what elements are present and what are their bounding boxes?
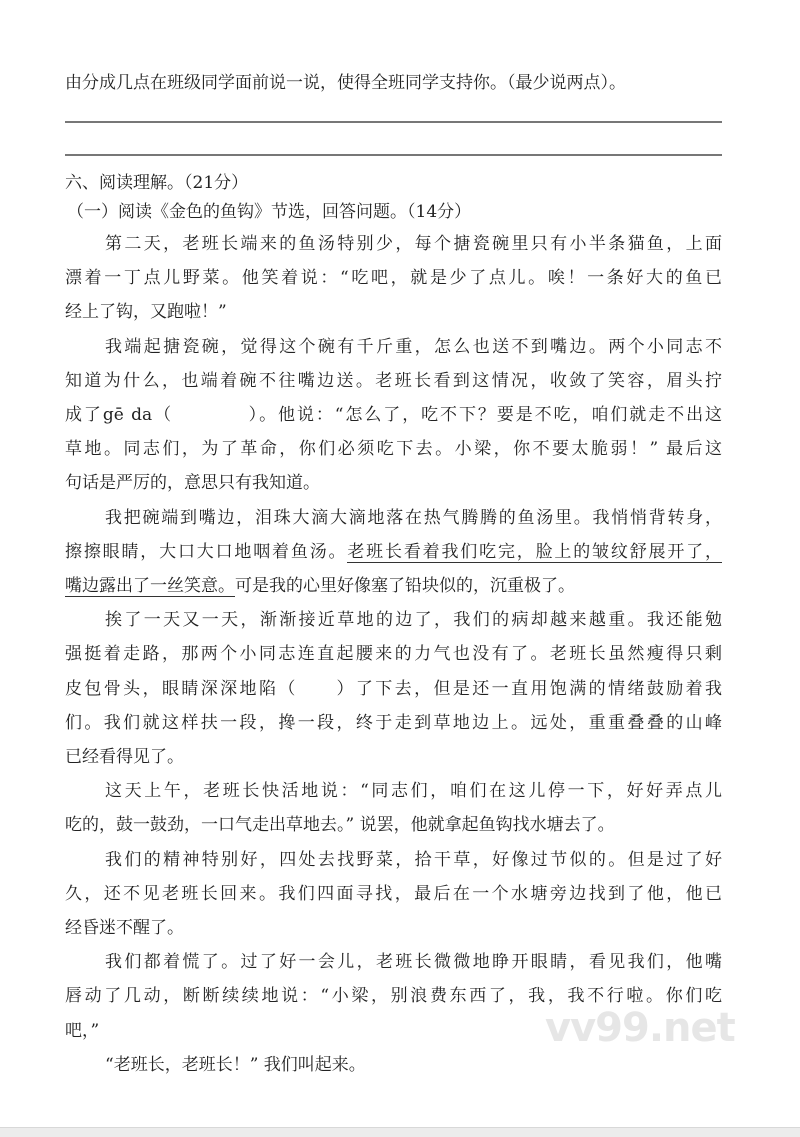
passage-text: 草地。同志们，为了革命，你们必须吃下去。小梁，你不要太脆弱！” 最后这: [65, 439, 722, 460]
passage-line: [65, 541, 722, 563]
passage-text: 唇动了几动，断断续续地说：“小梁，别浪费东西了，我，我不行啦。你们吃: [65, 986, 722, 1007]
passage-line: [65, 678, 722, 700]
passage-line: [105, 507, 722, 529]
answer-line-2[interactable]: [65, 154, 722, 156]
passage-text: 久，还不见老班长回来。我们四面寻找，最后在一个水塘旁边找到了他，他已: [65, 883, 722, 904]
passage-text: 我端起搪瓷碗，觉得这个碗有千斤重，怎么也送不到嘴边。两个小同志不: [105, 336, 722, 357]
passage-text: 知道为什么，也端着碗不往嘴边送。老班长看到这情况，收敛了笑容，眉头拧: [65, 370, 722, 391]
passage-text: 们。我们就这样扶一段，搀一段，终于走到草地边上。远处，重重叠叠的山峰: [65, 712, 722, 733]
passage-line: [105, 336, 722, 358]
passage-line: [105, 780, 722, 802]
passage-line: [65, 814, 615, 836]
passage-text: 我们的精神特别好，四处去找野菜，拾干草，好像过节似的。但是过了好: [105, 849, 722, 870]
passage-text: 已经看得见了。: [65, 747, 184, 767]
underlined-sentence: 嘴边露出了一丝笑意。: [65, 576, 235, 596]
passage-text: 这天上午，老班长快活地说：“同志们，咱们在这儿停一下，好好弄点儿: [105, 781, 722, 802]
passage-text: 擦擦眼睛，大口大口地咽着鱼汤。: [65, 541, 348, 562]
passage-text: 我把碗端到嘴边，泪珠大滴大滴地落在热气腾腾的鱼汤里。我悄悄背转身，: [105, 507, 722, 528]
page-bottom-edge: [0, 1127, 800, 1137]
passage-text: 成了gē da（ ）。他说：“怎么了，吃不下？要是不吃，咱们就走不出这: [65, 405, 722, 425]
passage-line: [65, 746, 184, 768]
passage-line: [65, 575, 575, 597]
question-prompt-line: 由分成几点在班级同学面前说一说，使得全班同学支持你。（最少说两点）。: [65, 73, 626, 93]
passage-line: [65, 301, 227, 323]
passage-line: [105, 951, 722, 973]
passage-text: 句话是严厉的，意思只有我知道。: [65, 473, 320, 494]
passage-text: 我们都着慌了。过了好一会儿，老班长微微地睁开眼睛，看见我们，他嘴: [105, 952, 722, 973]
passage-line: [65, 472, 320, 494]
passage-line: [105, 233, 722, 255]
passage-text: “老班长，老班长！” 我们叫起来。: [105, 1054, 366, 1075]
watermark: vv99.net: [545, 1005, 735, 1051]
passage-text: 吃的，鼓一鼓劲，一口气走出草地去。” 说罢，他就拿起鱼钩找水塘去了。: [65, 815, 615, 836]
subsection-title: （一）阅读《金色的鱼钩》节选，回答问题。（14分）: [67, 202, 472, 222]
passage-line: [65, 1020, 99, 1042]
passage-text: 可是我的心里好像塞了铅块似的，沉重极了。: [235, 576, 575, 596]
passage-line: [65, 438, 722, 460]
passage-text: 强挺着走路，那两个小同志连直起腰来的力气也没有了。老班长虽然瘦得只剩: [65, 644, 722, 665]
passage-text: 皮包骨头，眼睛深深地陷（ ）了下去，但是还一直用饱满的情绪鼓励着我: [65, 678, 722, 699]
passage-text: 第二天，老班长端来的鱼汤特别少，每个搪瓷碗里只有小半条猫鱼，上面: [105, 234, 722, 254]
passage-line: [65, 883, 722, 905]
passage-line: [65, 267, 722, 289]
passage-text: 经上了钩，又跑啦！”: [65, 302, 227, 323]
answer-line-1[interactable]: [65, 121, 722, 123]
underlined-sentence: 老班长看着我们吃完，脸上的皱纹舒展开了，: [347, 541, 723, 562]
passage-line: [105, 609, 722, 631]
passage-line: [105, 849, 722, 871]
passage-line: [65, 404, 722, 426]
passage-line: [65, 917, 184, 939]
section-title: 六、阅读理解。（21分）: [65, 173, 249, 193]
passage-text: 经昏迷不醒了。: [65, 918, 184, 938]
passage-text: 挨了一天又一天，渐渐接近草地的边了，我们的病却越来越重。我还能勉: [105, 610, 722, 631]
passage-line: [65, 712, 722, 734]
passage-line: [65, 643, 722, 665]
passage-text: 吧，”: [65, 1020, 100, 1041]
passage-text: 漂着一丁点儿野菜。他笑着说：“吃吧，就是少了点儿。唉！一条好大的鱼已: [65, 268, 722, 289]
passage-line: [105, 1054, 366, 1076]
passage-line: [65, 370, 722, 392]
